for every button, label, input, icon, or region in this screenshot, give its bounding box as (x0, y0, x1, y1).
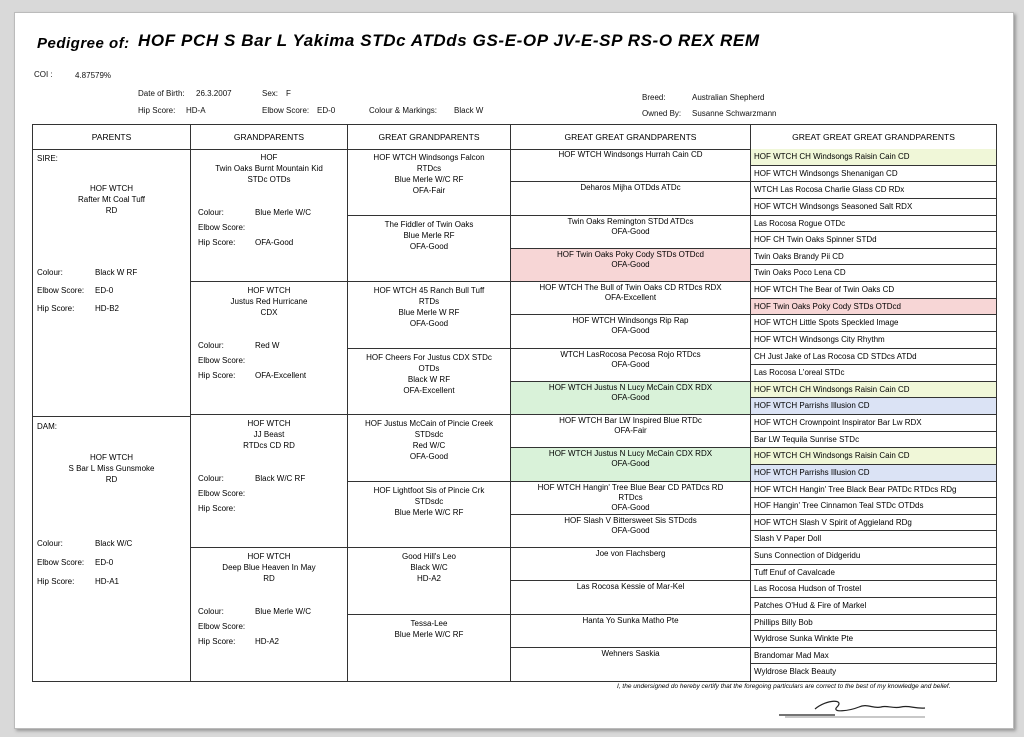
grandparent-elbow-label: Elbow Score: (198, 622, 246, 631)
ggg-grandparent-cell: HOF WTCH Crownpoint Inspirator Bar Lw RDX (751, 415, 996, 432)
sire-elbow-label: Elbow Score: (37, 286, 85, 295)
cell-line: Twin Oaks Remington STDd ATDcs (567, 216, 694, 226)
cell-line: HOF WTCH Windsongs Rip Rap (572, 316, 689, 326)
cell-line: OFA-Good (611, 359, 650, 369)
ggg-grandparents-column (751, 125, 996, 681)
grandparent-hip-label: Hip Score: (198, 637, 236, 646)
title-label: Pedigree of: (37, 35, 130, 52)
ggg-grandparent-cell: HOF WTCH Windsongs City Rhythm (751, 332, 996, 349)
cell-line: Good Hill's Leo (402, 552, 456, 561)
gg-grandparents-column (511, 125, 751, 681)
cell-line: Blue Merle W RF (398, 308, 460, 317)
cell-line: CDX (260, 308, 278, 317)
ggg-grandparent-cell: Phillips Billy Bob (751, 615, 996, 632)
ggg-grandparent-cell: Las Rocosa Rogue OTDc (751, 216, 996, 233)
cell-line: HOF (260, 153, 278, 162)
sire-suffix: RD (105, 206, 118, 215)
gg-grandparent-cell (511, 581, 750, 614)
cell-line: HOF Justus McCain of Pincie Creek (364, 419, 494, 428)
dog-name: HOF PCH S Bar L Yakima STDc ATDds GS-E-OP JV-E-SP RS-O REX REM (138, 31, 760, 50)
ggg-grandparent-cell: CH Just Jake of Las Rocosa CD STDcs ATDd (751, 349, 996, 366)
coi-value: 4.87579% (75, 71, 112, 80)
dob-label: Date of Birth: (138, 89, 185, 98)
ggg-grandparent-cell: WTCH Las Rocosa Charlie Glass CD RDx (751, 182, 996, 199)
cell-line: Blue Merle RF (403, 230, 455, 240)
pedigree-certificate (14, 12, 1014, 729)
cell-line: OFA-Good (611, 392, 650, 402)
great-grandparent-cell (348, 149, 510, 216)
pedigree-table (32, 124, 997, 682)
sire-name: Rafter Mt Coal Tuff (78, 195, 145, 204)
cell-line: Deep Blue Heaven In May (222, 563, 316, 572)
cell-line: Black W/C (410, 563, 448, 572)
grandparent-elbow-label: Elbow Score: (198, 356, 246, 365)
cell-line: OFA-Good (409, 452, 449, 461)
cell-line: HOF WTCH Windsongs Hurrah Cain CD (558, 150, 703, 159)
ggg-grandparent-cell: Slash V Paper Doll (751, 531, 996, 548)
cell-line: HOF WTCH Justus N Lucy McCain CDX RDX (548, 449, 713, 459)
grandparent-hip-label: Hip Score: (198, 371, 236, 380)
grandparent-colour: Blue Merle W/C (255, 607, 312, 616)
gg-grandparent-cell (511, 482, 750, 515)
parents-column (33, 125, 191, 681)
cell-line: HOF WTCH (247, 286, 291, 295)
cell-line: Twin Oaks Burnt Mountain Kid (215, 164, 323, 173)
ggg-grandparent-cell: Tuff Enuf of Cavalcade (751, 565, 996, 582)
ggg-grandparent-cell: HOF WTCH CH Windsongs Raisin Cain CD (751, 382, 996, 399)
ggg-grandparent-cell: HOF WTCH Little Spots Speckled Image (751, 315, 996, 332)
cell-line: Las Rocosa Kessie of Mar-Kel (576, 582, 685, 592)
colour-value: Black W (454, 106, 484, 115)
cell-line: RD (263, 574, 275, 583)
great-grandparents-column (348, 125, 511, 681)
certification-text: I, the undersigned do hereby certify that the foregoing particulars are correct to the best of my knowledge and belief. (617, 683, 951, 690)
dam-elbow-label: Elbow Score: (37, 558, 85, 567)
gg-grandparent-cell (511, 149, 750, 182)
sire-title: HOF WTCH (89, 184, 134, 193)
cell-line: HD-A2 (416, 574, 441, 583)
gg-grandparent-cell (511, 349, 750, 382)
sire-tag: SIRE: (37, 154, 58, 163)
owned-label: Owned By: (642, 109, 682, 118)
great-grandparent-cell (348, 216, 510, 283)
cell-line: Justus Red Hurricane (230, 297, 308, 306)
cell-line: Black W RF (407, 374, 451, 384)
cell-line: STDsdc (414, 430, 444, 439)
cell-line: STDc OTDs (247, 175, 291, 184)
cell-line: HOF WTCH (247, 552, 291, 561)
cell-line: JJ Beast (253, 430, 285, 439)
cell-line: OFA-Good (409, 241, 449, 251)
gg-grandparent-cell (511, 216, 750, 249)
gg-grandparent-cell (511, 515, 750, 548)
gg-grandparent-cell (511, 615, 750, 648)
sire-hip-label: Hip Score: (37, 304, 75, 313)
elbow-label: Elbow Score: (262, 106, 310, 115)
cell-line: STDsdc (414, 496, 444, 506)
ggg-grandparent-cell: Las Rocosa Hudson of Trostel (751, 581, 996, 598)
ggg-grandparent-cell: Wyldrose Black Beauty (754, 667, 837, 677)
grandparent-cell (191, 415, 347, 548)
ggg-grandparent-cell: HOF CH Twin Oaks Spinner STDd (751, 232, 996, 249)
cell-line: Wehners Saskia (601, 648, 660, 658)
cell-line: RTDs (418, 297, 440, 306)
grandparent-colour: Black W/C RF (255, 474, 306, 483)
dam-cell (33, 417, 190, 681)
cell-line: HOF WTCH Bar LW Inspired Blue RTDc (559, 416, 702, 425)
sire-cell (33, 149, 190, 417)
cell-line: The Fiddler of Twin Oaks (384, 219, 474, 229)
gg-grandparent-cell (511, 415, 750, 448)
ggg-grandparent-cell: HOF WTCH Parrishs Illusion CD (751, 398, 996, 415)
great-grandparent-cell (348, 548, 510, 615)
cell-line: HOF WTCH Windsongs Falcon (373, 153, 485, 162)
cell-line: Joe von Flachsberg (595, 549, 666, 558)
colour-label: Colour & Markings: (369, 106, 438, 115)
dam-colour: Black W/C (95, 539, 133, 548)
grandparent-cell (191, 548, 347, 681)
ggg-grandparent-cell: Las Rocosa L'oreal STDc (751, 365, 996, 382)
sire-colour-label: Colour: (37, 268, 63, 277)
ggg-grandparent-cell: HOF WTCH Windsongs Shenanigan CD (751, 166, 996, 183)
cell-line: OFA-Good (611, 326, 650, 336)
cell-line: HOF WTCH Hangin' Tree Blue Bear CD PATDcs RD (537, 482, 724, 492)
signature-image (775, 695, 935, 721)
header-great-grandparents: GREAT GRANDPARENTS (348, 125, 510, 150)
ggg-grandparent-cell: Suns Connection of Didgeridu (751, 548, 996, 565)
gg-grandparent-cell (511, 249, 750, 282)
ggg-grandparent-cell: Brandomar Mad Max (751, 648, 996, 665)
ggg-grandparent-cell: HOF WTCH CH Windsongs Raisin Cain CD (751, 149, 996, 166)
dam-name: S Bar L Miss Gunsmoke (68, 464, 155, 473)
cell-line: Tessa-Lee (410, 618, 448, 628)
cell-line: Blue Merle W/C RF (394, 507, 464, 517)
cell-line: WTCH LasRocosa Pecosa Rojo RTDcs (560, 349, 701, 359)
grandparent-colour: Red W (255, 341, 280, 350)
cell-line: OFA-Good (611, 525, 650, 535)
grandparent-hip: OFA-Excellent (255, 371, 307, 380)
hip-value: HD-A (186, 106, 206, 115)
header-gg-grandparents: GREAT GREAT GRANDPARENTS (511, 125, 750, 150)
grandparent-colour-label: Colour: (198, 341, 224, 350)
ggg-grandparent-cell: HOF WTCH Parrishs Illusion CD (751, 465, 996, 482)
cell-line: OFA-Fair (614, 426, 647, 435)
ggg-grandparent-cell: HOF WTCH CH Windsongs Raisin Cain CD (751, 448, 996, 465)
sex-label: Sex: (262, 89, 279, 98)
cell-line: OFA-Good (409, 319, 449, 328)
ggg-grandparent-cell: Patches O'Hud & Fire of Markel (751, 598, 996, 615)
cell-line: HOF Lightfoot Sis of Pincie Crk (373, 485, 485, 495)
header-grandparents: GRANDPARENTS (191, 125, 347, 150)
gg-grandparent-cell (511, 282, 750, 315)
grandparent-colour-label: Colour: (198, 607, 224, 616)
cell-line: RTDcs (416, 164, 442, 173)
elbow-value: ED-0 (317, 106, 336, 115)
great-grandparent-cell (348, 282, 510, 349)
dam-suffix: RD (105, 475, 118, 484)
breed-value: Australian Shepherd (692, 93, 765, 102)
cell-line: Hanta Yo Sunka Matho Pte (582, 615, 679, 625)
cell-line: Blue Merle W/C RF (394, 629, 464, 639)
cell-line: OFA-Excellent (604, 293, 657, 302)
dam-elbow: ED-0 (95, 558, 114, 567)
cell-line: OFA-Excellent (403, 385, 455, 395)
gg-grandparent-cell (511, 382, 750, 415)
dam-title: HOF WTCH (89, 453, 134, 462)
ggg-grandparent-cell: HOF WTCH Windsongs Seasoned Salt RDX (751, 199, 996, 216)
ggg-grandparent-cell: Bar LW Tequila Sunrise STDc (751, 432, 996, 449)
cell-line: OFA-Fair (412, 186, 446, 195)
grandparent-elbow-label: Elbow Score: (198, 223, 246, 232)
great-grandparent-cell (348, 349, 510, 416)
coi-label: COI : (34, 70, 53, 79)
cell-line: HOF Cheers For Justus CDX STDc (366, 352, 492, 362)
dam-tag: DAM: (37, 422, 57, 431)
grandparent-colour-label: Colour: (198, 474, 224, 483)
cell-line: OFA-Good (611, 502, 650, 512)
grandparent-colour-label: Colour: (198, 208, 224, 217)
grandparent-hip-label: Hip Score: (198, 238, 236, 247)
ggg-grandparent-cell: Twin Oaks Brandy Pii CD (751, 249, 996, 266)
cell-line: OFA-Good (611, 226, 650, 236)
cell-line: HOF WTCH 45 Ranch Bull Tuff (373, 286, 485, 295)
grandparent-cell (191, 282, 347, 415)
grandparent-colour: Blue Merle W/C (255, 208, 312, 217)
sire-hip: HD-B2 (95, 304, 120, 313)
cell-line: HOF WTCH Justus N Lucy McCain CDX RDX (548, 382, 713, 392)
dam-hip: HD-A1 (95, 577, 120, 586)
grandparents-column (191, 125, 348, 681)
cell-line: HOF Twin Oaks Poky Cody STDs OTDcd (557, 249, 704, 259)
gg-grandparent-cell (511, 182, 750, 215)
ggg-grandparent-cell: Twin Oaks Poco Lena CD (751, 265, 996, 282)
cell-line: RTDcs (618, 492, 643, 502)
ggg-grandparent-cell: HOF Twin Oaks Poky Cody STDs OTDcd (751, 299, 996, 316)
dam-colour-label: Colour: (37, 539, 63, 548)
cell-line: RTDcs CD RD (243, 441, 295, 450)
dam-hip-label: Hip Score: (37, 577, 75, 586)
sire-elbow: ED-0 (95, 286, 114, 295)
cell-line: OFA-Good (611, 459, 650, 469)
cell-line: HOF WTCH The Bull of Twin Oaks CD RTDcs RDX (539, 283, 722, 292)
grandparent-hip-label: Hip Score: (198, 504, 236, 513)
grandparent-cell (191, 149, 347, 282)
cell-line: Red W/C (412, 441, 446, 450)
great-grandparent-cell (348, 615, 510, 682)
cell-line: OFA-Good (611, 259, 650, 269)
owned-value: Susanne Schwarzmann (692, 109, 777, 118)
hip-label: Hip Score: (138, 106, 176, 115)
grandparent-elbow-label: Elbow Score: (198, 489, 246, 498)
ggg-grandparent-cell: HOF Hangin' Tree Cinnamon Teal STDc OTDds (751, 498, 996, 515)
great-grandparent-cell (348, 415, 510, 482)
grandparent-hip: OFA-Good (255, 238, 294, 247)
sire-colour: Black W RF (95, 268, 138, 277)
great-grandparent-cell (348, 482, 510, 549)
ggg-grandparent-cell: HOF WTCH Slash V Spirit of Aggieland RDg (751, 515, 996, 532)
breed-label: Breed: (642, 93, 666, 102)
gg-grandparent-cell (511, 448, 750, 481)
gg-grandparent-cell (511, 548, 750, 581)
cell-line: HOF WTCH (247, 419, 291, 428)
cell-line: Blue Merle W/C RF (394, 175, 464, 184)
cell-line: OTDs (418, 363, 440, 373)
sex-value: F (286, 89, 291, 98)
grandparent-hip: HD-A2 (255, 637, 280, 646)
ggg-grandparent-cell: HOF WTCH The Bear of Twin Oaks CD (751, 282, 996, 299)
gg-grandparent-cell (511, 315, 750, 348)
cell-line: Deharos Mijha OTDds ATDc (580, 183, 681, 193)
ggg-grandparent-cell: Wyldrose Sunka Winkte Pte (751, 631, 996, 648)
cell-line: HOF Slash V Bittersweet Sis STDcds (564, 515, 697, 525)
header-parents: PARENTS (33, 125, 190, 150)
gg-grandparent-cell (511, 648, 750, 681)
header-ggg-grandparents: GREAT GREAT GREAT GRANDPARENTS (751, 125, 996, 150)
dob-value: 26.3.2007 (196, 89, 232, 98)
ggg-grandparent-cell: HOF WTCH Hangin' Tree Black Bear PATDc RTDcs RDg (751, 482, 996, 499)
